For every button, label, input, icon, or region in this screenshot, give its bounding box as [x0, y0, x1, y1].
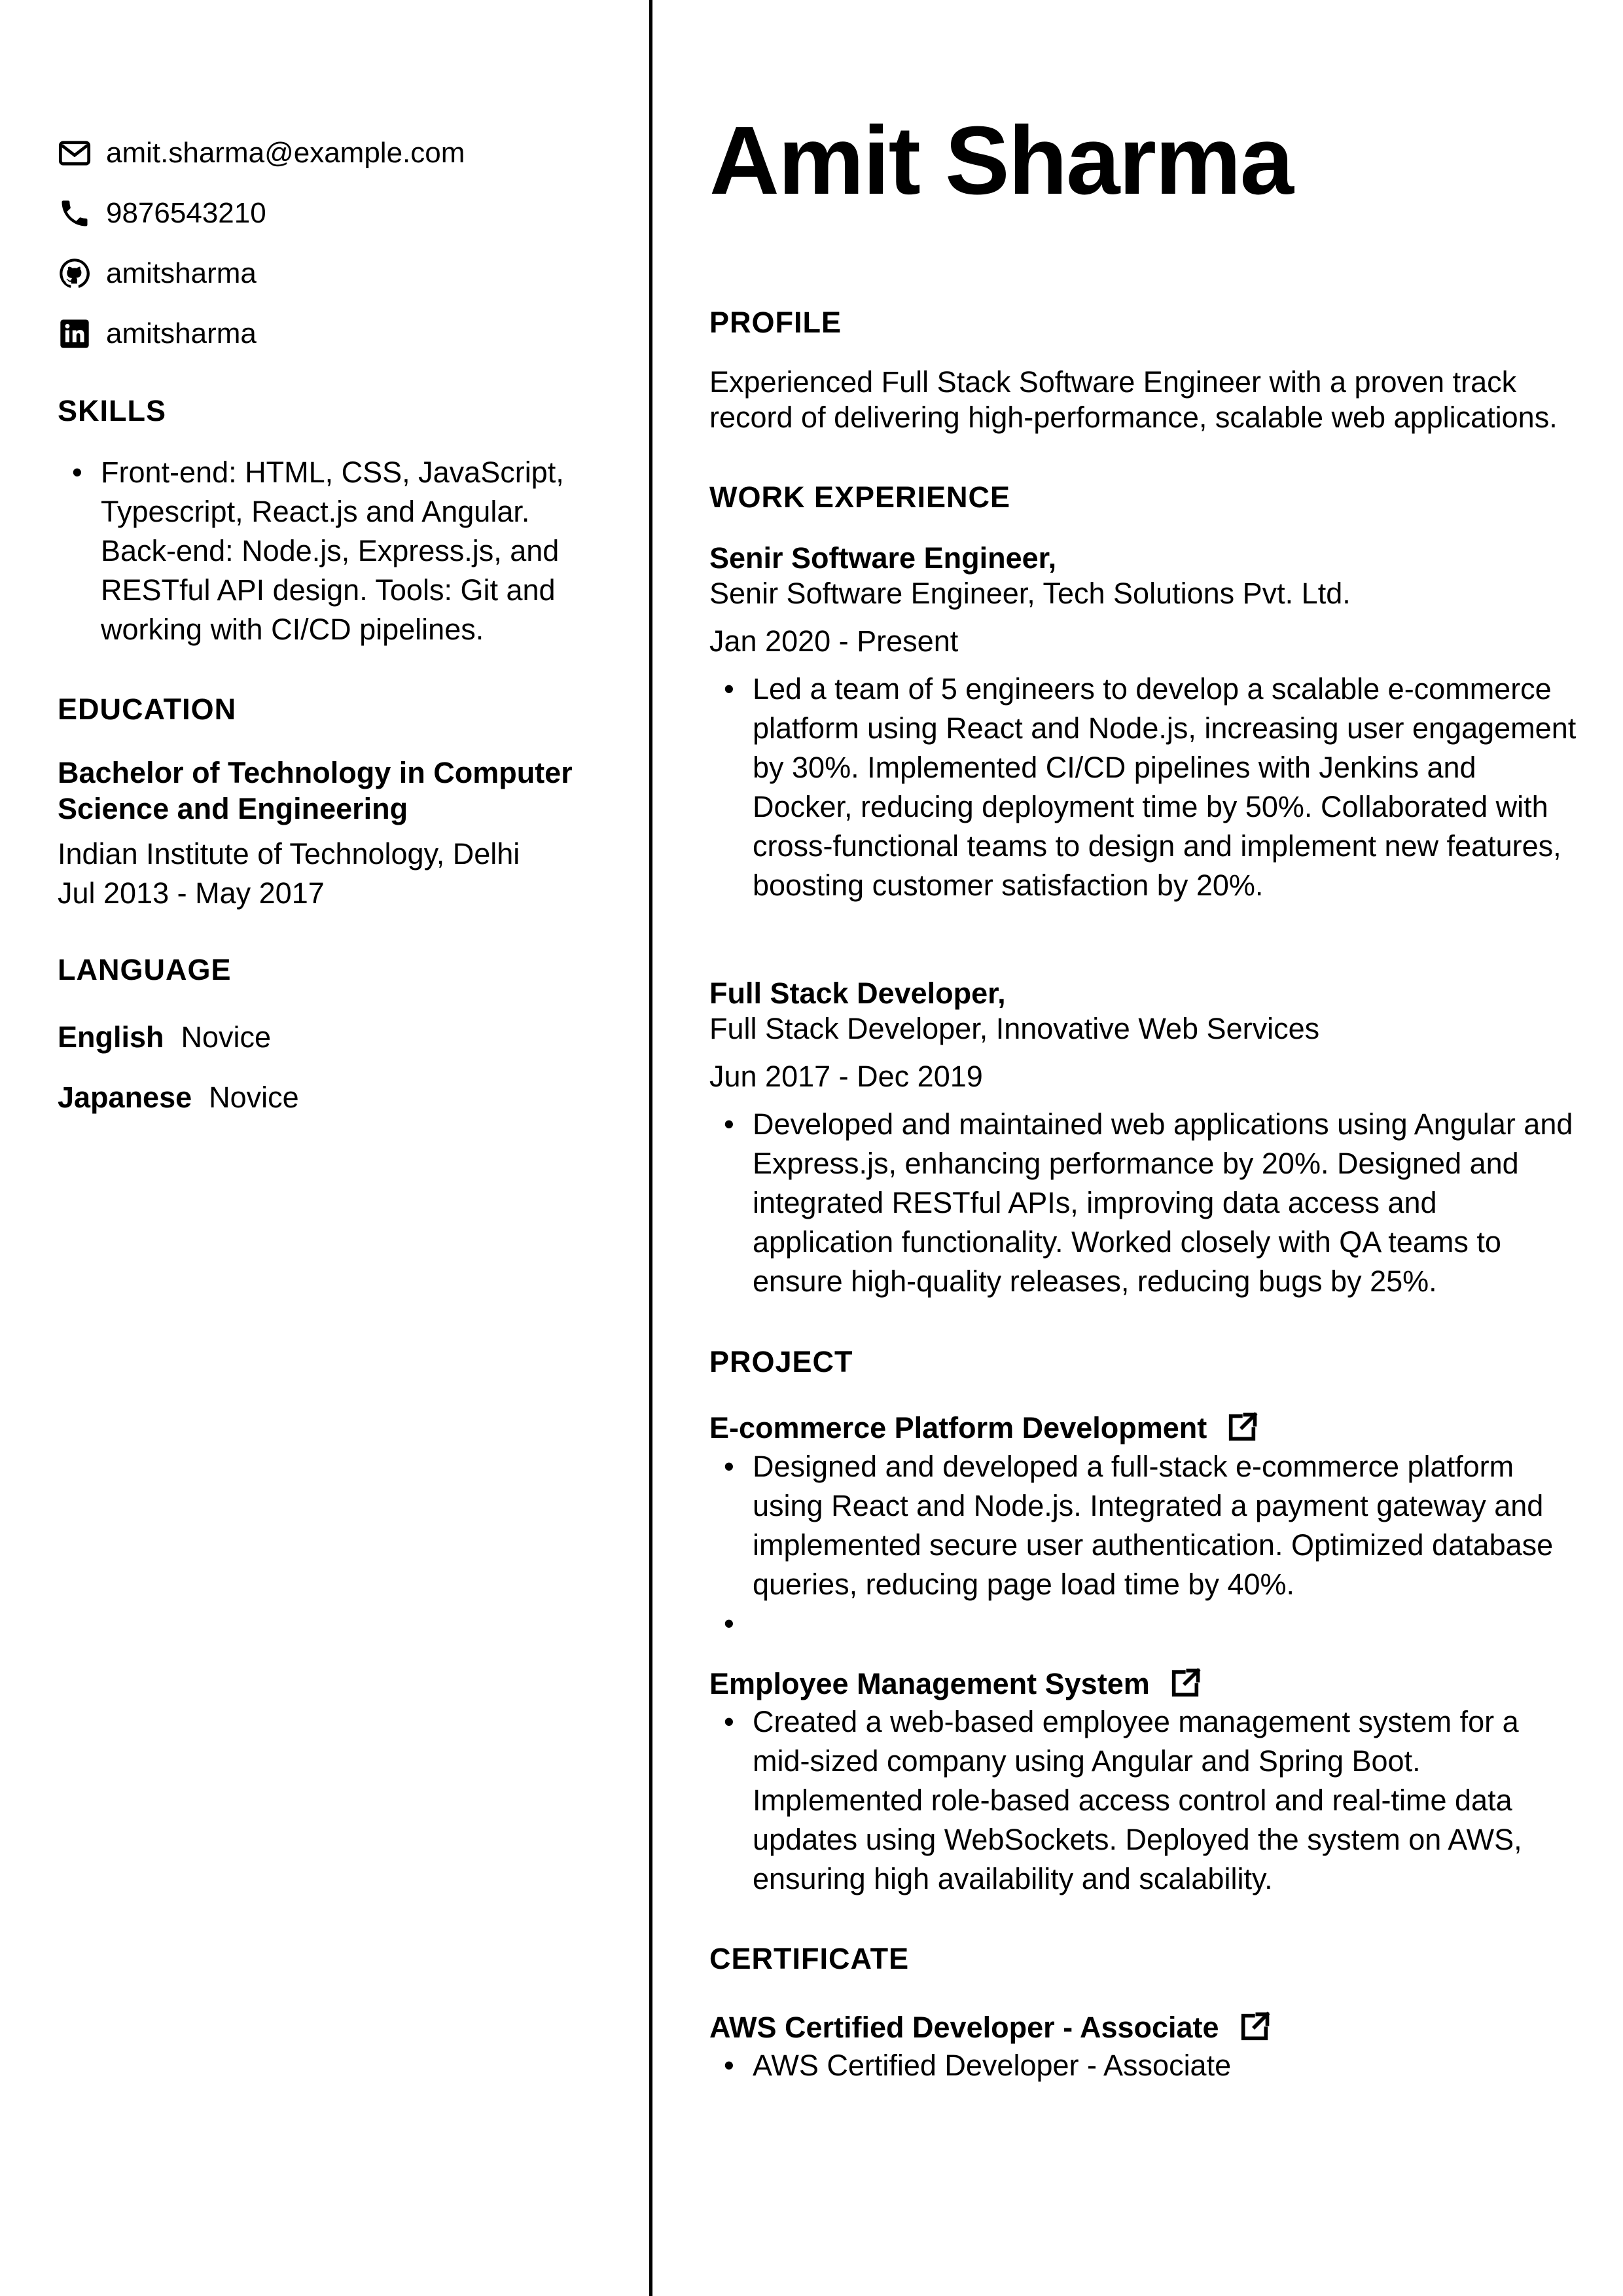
contact-email[interactable]: [58, 136, 465, 170]
project-bullets: [709, 1702, 1580, 1899]
linkedin-text: amitsharma: [106, 317, 257, 350]
language-item: [58, 1022, 271, 1052]
contact-linkedin[interactable]: [58, 317, 257, 351]
project-title-link[interactable]: [709, 1410, 1259, 1444]
external-link-icon[interactable]: [1168, 1666, 1202, 1700]
project-bullet: • Created a web-based employee management system for a mid-sized company using Angular and Spring Boot. Implemented role-based access control and real-time data updates using WebSockets. Deployed the system on AWS, ensuring high availability and scalability.: [709, 1702, 1580, 1899]
linkedin-icon: [58, 317, 92, 351]
contact-phone[interactable]: [58, 196, 266, 230]
profile-heading: PROFILE: [709, 306, 842, 339]
certificate-bullet: • AWS Certified Developer - Associate: [709, 2046, 1580, 2085]
project-title-link[interactable]: [709, 1666, 1202, 1700]
certificate-bullets: [709, 2046, 1580, 2085]
profile-text: Experienced Full Stack Software Engineer with a proven track record of delivering high-performance, scalable web applications.: [709, 365, 1558, 434]
project-title: E-commerce Platform Development: [709, 1410, 1207, 1444]
job-title: Full Stack Developer,: [709, 977, 1006, 1010]
education-degree: [58, 755, 573, 827]
job-subtitle: Full Stack Developer, Innovative Web Services: [709, 1012, 1320, 1045]
job-dates: Jan 2020 - Present: [709, 624, 959, 658]
envelope-icon: [58, 136, 92, 170]
skills-heading: SKILLS: [58, 394, 167, 427]
skills-item: • Front-end: HTML, CSS, JavaScript, Typescript, React.js and Angular. Back-end: Node.js, Express.js, and RESTful API design. Tools: Git and working with CI/CD pipelines.: [58, 453, 601, 649]
contact-github[interactable]: [58, 257, 257, 291]
job-dates: Jun 2017 - Dec 2019: [709, 1060, 983, 1093]
column-divider: [649, 0, 652, 2296]
external-link-icon[interactable]: [1238, 2010, 1272, 2044]
email-text: amit.sharma@example.com: [106, 137, 465, 169]
project-heading: PROJECT: [709, 1345, 853, 1378]
education-dates: Jul 2013 - May 2017: [58, 876, 325, 910]
language-heading: LANGUAGE: [58, 953, 232, 986]
language-level: Novice: [209, 1081, 299, 1114]
job-bullet: • Developed and maintained web applications using Angular and Express.js, enhancing performance by 20%. Designed and integrated RESTful APIs, improving data access and application functionality. Worked closely with QA teams to ensure high-quality releases, reducing bugs by 25%.: [709, 1105, 1580, 1301]
project-bullet-empty: [709, 1604, 1580, 1643]
candidate-name: Amit Sharma: [709, 107, 1293, 215]
github-text: amitsharma: [106, 257, 257, 289]
project-bullet: • Designed and developed a full-stack e-commerce platform using React and Node.js. Integrated a payment gateway and implemented secure user authentication. Optimized database queries, reducing page load time by 40%.: [709, 1447, 1580, 1604]
phone-text: 9876543210: [106, 197, 266, 229]
certificate-title-link[interactable]: [709, 2010, 1272, 2044]
certificate-title: AWS Certified Developer - Associate: [709, 2010, 1219, 2044]
degree-line-1: Bachelor of Technology in Computer: [58, 756, 573, 789]
phone-icon: [58, 196, 92, 230]
education-heading: EDUCATION: [58, 692, 237, 726]
project-title: Employee Management System: [709, 1666, 1150, 1700]
github-icon: [58, 257, 92, 291]
work-heading: WORK EXPERIENCE: [709, 480, 1011, 514]
language-name: Japanese: [58, 1081, 192, 1114]
job-title: Senir Software Engineer,: [709, 541, 1057, 575]
education-institution: Indian Institute of Technology, Delhi: [58, 837, 520, 870]
job-bullet: • Led a team of 5 engineers to develop a scalable e-commerce platform using React and Node.js, increasing user engagement by 30%. Implemented CI/CD pipelines with Jenkins and Docker, reducing deployment time by 50%. Collaborated with cross-functional teams to design and implement new features, boosting customer satisfaction by 20%.: [709, 670, 1580, 905]
language-name: English: [58, 1020, 164, 1054]
language-level: Novice: [181, 1020, 272, 1054]
certificate-heading: CERTIFICATE: [709, 1942, 910, 1975]
job-bullets: [709, 670, 1580, 905]
language-item: [58, 1083, 299, 1112]
skills-list: [58, 453, 601, 649]
job-subtitle: Senir Software Engineer, Tech Solutions Pvt. Ltd.: [709, 577, 1351, 610]
job-bullets: [709, 1105, 1580, 1301]
degree-line-2: Science and Engineering: [58, 792, 408, 825]
project-bullets: [709, 1447, 1580, 1643]
external-link-icon[interactable]: [1225, 1410, 1259, 1444]
